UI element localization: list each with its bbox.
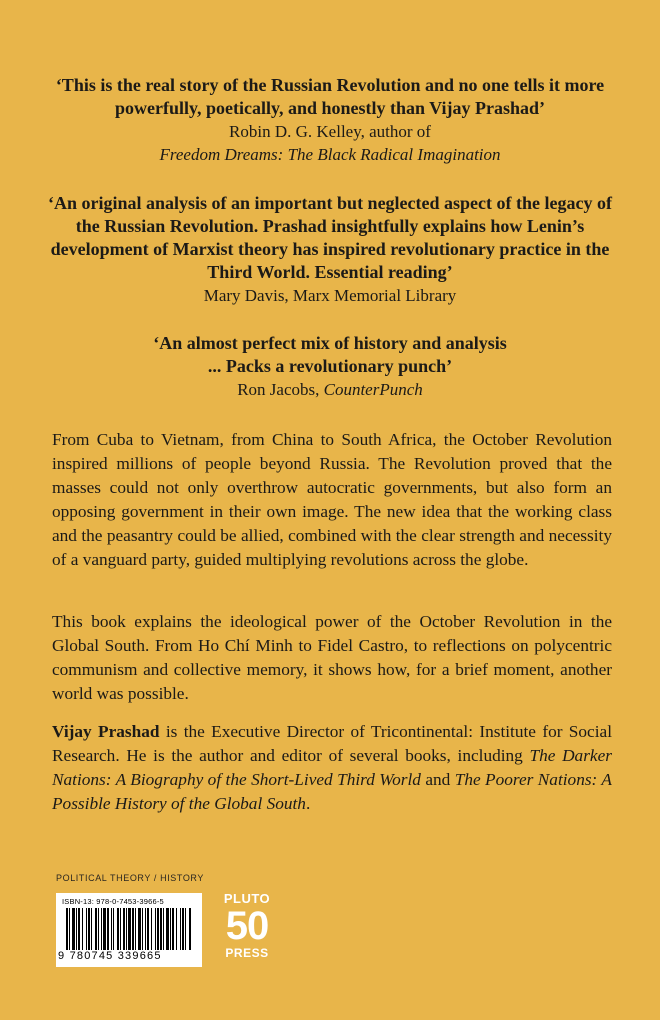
logo-number: 50 (225, 904, 269, 948)
logo-top-text: PLUTO (223, 891, 271, 906)
subject-category: POLITICAL THEORY / HISTORY (56, 873, 204, 883)
quote-1-text: ‘This is the real story of the Russian Revolution and no one tells it more powerfully, poetically, and honestly than Vijay Prashad’ (55, 75, 605, 118)
quote-3-author: Ron Jacobs, (237, 380, 324, 399)
endorsement-quote-2 (40, 192, 620, 307)
quote-1-author: Robin D. G. Kelley, author of (229, 122, 431, 141)
barcode-bars (66, 908, 194, 950)
author-book-1: The Darker Nations: A Biography of the Short-Lived Third World (52, 746, 612, 789)
isbn-barcode (56, 893, 202, 967)
author-bio-text-2: and (420, 770, 455, 789)
endorsement-quote-1 (40, 74, 620, 166)
quote-3-text-line1: ‘An almost perfect mix of history and analysis (153, 333, 507, 353)
author-bio (52, 720, 612, 816)
quote-1-work: Freedom Dreams: The Black Radical Imagination (159, 145, 501, 164)
endorsement-quote-3 (40, 332, 620, 401)
author-name: Vijay Prashad (52, 722, 160, 741)
quote-2-author: Mary Davis, Marx Memorial Library (203, 286, 457, 305)
quote-3-text-line2: ... Packs a revolutionary punch’ (207, 356, 453, 376)
quote-2-text: ‘An original analysis of an important but neglected aspect of the legacy of the Russian Revolution. Prashad insightfully explains how Lenin’s development of Marxist theory has inspired revolutionary practice in the Third World. Essential reading’ (48, 193, 612, 282)
author-bio-text-3: . (305, 794, 311, 813)
quote-3-work: CounterPunch (323, 380, 423, 399)
description-paragraph-2: This book explains the ideological power of the October Revolution in the Global South. From Ho Chí Minh to Fidel Castro, to reflections on polycentric communism and collective memory, it shows how, for a brief moment, another world was possible. (52, 612, 612, 703)
isbn-label: ISBN-13: 978-0-7453-3966-5 (62, 897, 164, 906)
author-book-2: The Poorer Nations: A Possible History of the Global South (52, 770, 612, 813)
barcode-digits: 9 780745 339665 (58, 950, 162, 962)
pluto-press-logo (214, 892, 280, 960)
author-bio-text-1: is the Executive Director of Tricontinental: Institute for Social Research. He is the author and editor of several books, including (52, 722, 613, 765)
logo-bottom-text: PRESS (225, 946, 269, 960)
description-paragraph-1: From Cuba to Vietnam, from China to South Africa, the October Revolution inspired millions of people beyond Russia. The Revolution proved that the masses could not only overthrow autocratic governments, but also form an opposing government in their own image. The new idea that the working class and the peasantry could be allied, combined with the clear strength and necessity of a vanguard party, guided multiplying revolutions across the globe. (52, 430, 612, 569)
